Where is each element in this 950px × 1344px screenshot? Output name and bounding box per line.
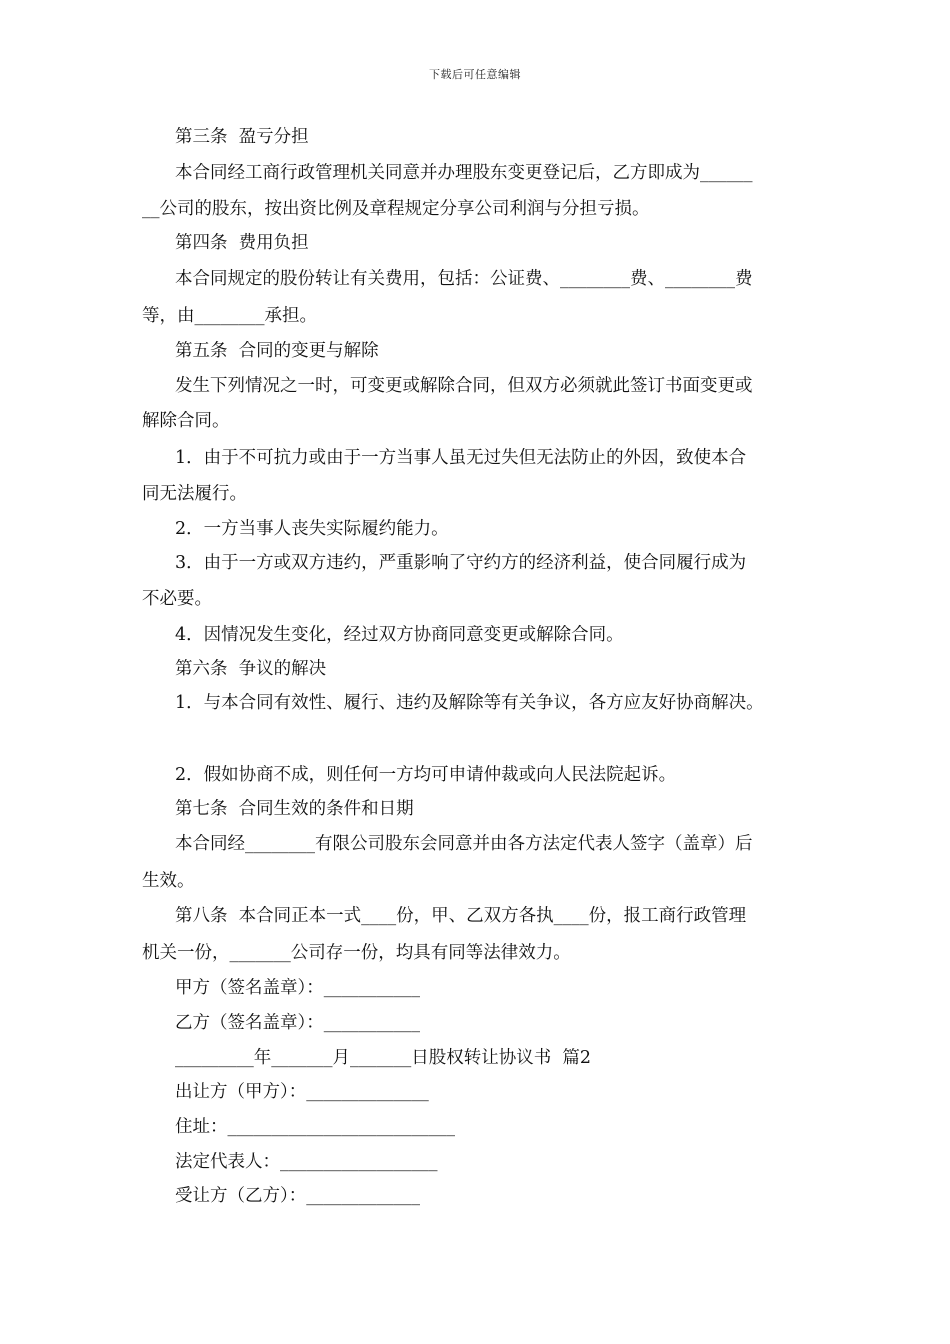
paragraph-line: 机关一份，_______公司存一份，均具有同等法律效力。: [142, 943, 571, 963]
list-item: 4．因情况发生变化，经过双方协商同意变更或解除合同。: [175, 625, 624, 645]
paragraph-line: 生效。: [142, 871, 195, 891]
paragraph-line: __公司的股东，按出资比例及章程规定分享公司利润与分担亏损。: [142, 199, 650, 219]
article-5-heading: 第五条 合同的变更与解除: [175, 341, 379, 361]
transferor-line: 出让方（甲方）：______________: [175, 1082, 429, 1102]
paragraph-line: 本合同经________有限公司股东会同意并由各方法定代表人签字（盖章）后: [175, 834, 753, 854]
article-3-heading: 第三条 盈亏分担: [175, 127, 309, 147]
page-header: 下载后可任意编辑: [429, 68, 521, 81]
list-item: 1．与本合同有效性、履行、违约及解除等有关争议，各方应友好协商解决。: [175, 693, 764, 713]
article-8-line: 第八条 本合同正本一式____份，甲、乙双方各执____份，报工商行政管理: [175, 906, 747, 926]
paragraph-line: 解除合同。: [142, 411, 230, 431]
transferee-line: 受让方（乙方）：_____________: [175, 1186, 420, 1206]
paragraph-line: 本合同经工商行政管理机关同意并办理股东变更登记后，乙方即成为______: [175, 163, 753, 183]
party-b-signature-line: 乙方（签名盖章）：___________: [175, 1013, 420, 1033]
address-line: 住址：__________________________: [175, 1117, 455, 1137]
paragraph-line: 发生下列情况之一时，可变更或解除合同，但双方必须就此签订书面变更或: [175, 376, 753, 396]
paragraph-line: 本合同规定的股份转让有关费用，包括：公证费、________费、________费: [175, 269, 753, 289]
legal-representative-line: 法定代表人：__________________: [175, 1152, 438, 1172]
list-item: 3．由于一方或双方违约，严重影响了守约方的经济利益，使合同履行成为: [175, 553, 747, 573]
party-a-signature-line: 甲方（签名盖章）：___________: [175, 978, 420, 998]
date-and-section-title: _________年_______月_______日股权转让协议书 篇2: [175, 1048, 592, 1068]
paragraph-line: 等，由________承担。: [142, 306, 317, 326]
paragraph-line: 不必要。: [142, 589, 212, 609]
list-item: 2．假如协商不成，则任何一方均可申请仲裁或向人民法院起诉。: [175, 765, 677, 785]
paragraph-line: 同无法履行。: [142, 484, 247, 504]
list-item: 1．由于不可抗力或由于一方当事人虽无过失但无法防止的外因，致使本合: [175, 448, 747, 468]
article-6-heading: 第六条 争议的解决: [175, 659, 327, 679]
article-4-heading: 第四条 费用负担: [175, 233, 309, 253]
list-item: 2．一方当事人丧失实际履约能力。: [175, 519, 449, 539]
article-7-heading: 第七条 合同生效的条件和日期: [175, 799, 414, 819]
